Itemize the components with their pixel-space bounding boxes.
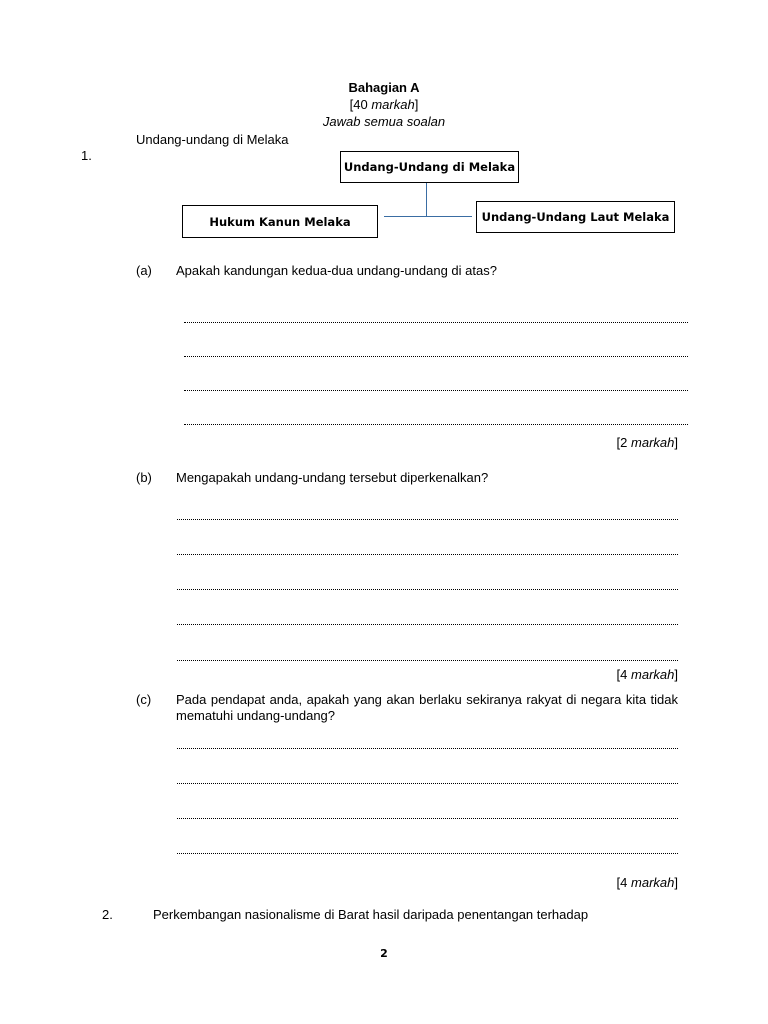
answer-line[interactable] [177, 853, 678, 854]
answer-line[interactable] [177, 519, 678, 520]
q1a-marks-word: markah [631, 435, 675, 450]
q1c-marks-num: [4 [616, 875, 632, 890]
answer-line[interactable] [184, 390, 688, 391]
diagram-box-left: Hukum Kanun Melaka [182, 205, 378, 238]
answer-line[interactable] [177, 660, 678, 661]
q1c-marks-word: markah [631, 875, 675, 890]
q1a-marks-close: ] [674, 435, 678, 450]
total-marks [0, 97, 768, 112]
answer-line[interactable] [177, 589, 678, 590]
q1a-marks-num: [2 [616, 435, 632, 450]
answer-line[interactable] [177, 624, 678, 625]
q1a-label: (a) [136, 263, 152, 278]
q1-number: 1. [81, 148, 92, 163]
q1a-question: Apakah kandungan kedua-dua undang-undang di atas? [176, 263, 497, 278]
q1b-marks [617, 667, 678, 682]
answer-line[interactable] [177, 783, 678, 784]
q1c-marks-close: ] [674, 875, 678, 890]
q1b-label: (b) [136, 470, 152, 485]
diagram-box-right: Undang-Undang Laut Melaka [476, 201, 675, 233]
total-marks-close: ] [414, 97, 419, 112]
total-marks-word: markah [371, 97, 415, 112]
total-marks-open: [40 [349, 97, 372, 112]
diagram-connector-vertical [426, 183, 427, 217]
answer-line[interactable] [177, 554, 678, 555]
q1b-question: Mengapakah undang-undang tersebut diperkenalkan? [176, 470, 489, 485]
q2-question: Perkembangan nasionalisme di Barat hasil daripada penentangan terhadap [153, 907, 589, 922]
answer-line[interactable] [184, 322, 688, 323]
instruction: Jawab semua soalan [322, 114, 446, 129]
answer-line[interactable] [184, 356, 688, 357]
q1c-question: Pada pendapat anda, apakah yang akan berlaku sekiranya rakyat di negara kita tidak mematuhi undang-undang? [176, 692, 678, 723]
section-title: Bahagian A [348, 80, 420, 95]
diagram-connector-horizontal [384, 216, 472, 217]
q1-intro: Undang-undang di Melaka [136, 132, 289, 147]
q1b-marks-close: ] [674, 667, 678, 682]
q1b-marks-num: [4 [616, 667, 632, 682]
q1b-marks-word: markah [631, 667, 675, 682]
answer-line[interactable] [177, 748, 678, 749]
page-number: 2 [380, 947, 388, 960]
q1c-label: (c) [136, 692, 152, 707]
answer-line[interactable] [177, 818, 678, 819]
q1a-marks [617, 435, 678, 450]
diagram-box-top: Undang-Undang di Melaka [340, 151, 519, 183]
answer-line[interactable] [184, 424, 688, 425]
q2-number: 2. [102, 907, 113, 922]
q1c-marks [617, 875, 678, 890]
